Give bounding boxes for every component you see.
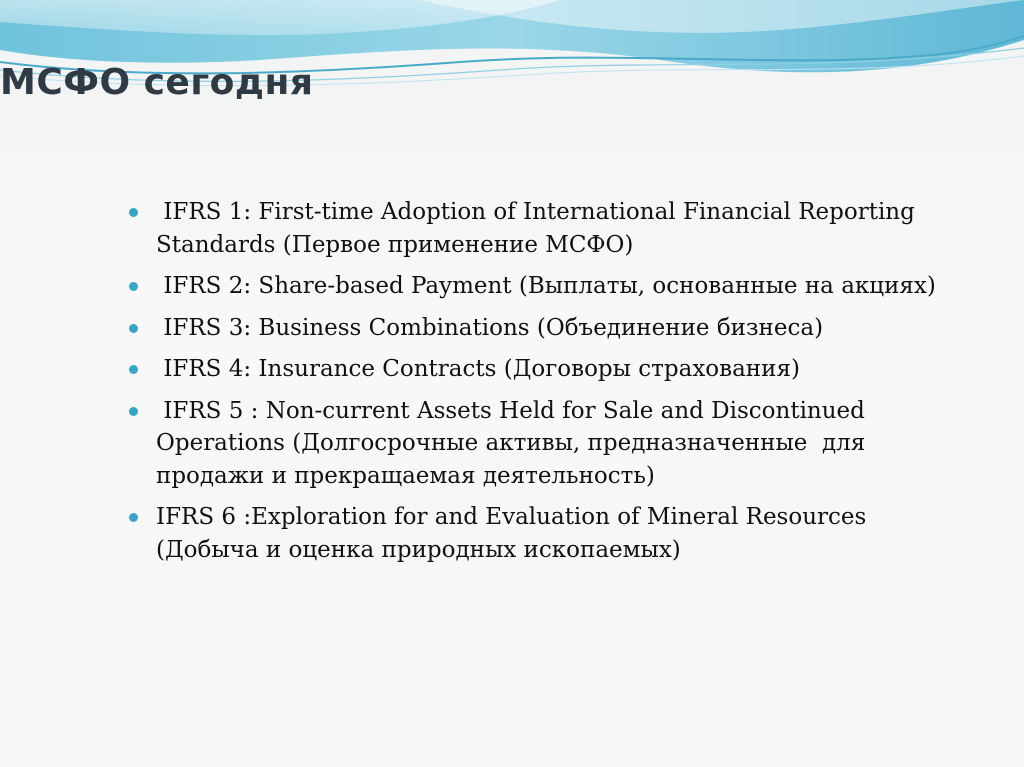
list-item (128, 353, 968, 386)
list-item-text: IFRS 3: Business Combinations (Объединение бизнеса) (156, 314, 824, 341)
list-item (128, 196, 968, 261)
page-title: МСФО сегодня (0, 62, 314, 103)
list-item (128, 395, 968, 493)
list-item-text: IFRS 1: First-time Adoption of International Financial Reporting Standards (Первое применение МСФО) (156, 199, 923, 258)
list-item-text: IFRS 5 : Non-current Assets Held for Sale and Discontinued Operations (Долгосрочные активы, предназначенные для продажи и прекращаемая деятельность) (156, 397, 873, 489)
list-item (128, 270, 968, 303)
list-item-text: IFRS 6 :Exploration for and Evaluation of Mineral Resources (Добыча и оценка природных ископаемых) (156, 504, 874, 563)
list-item-text: IFRS 2: Share-based Payment (Выплаты, основанные на акциях) (156, 273, 936, 299)
list-item-text: IFRS 4: Insurance Contracts (Договоры страхования) (156, 356, 800, 382)
bullet-icon (129, 365, 138, 374)
bullet-icon (129, 324, 138, 333)
bullet-icon (129, 282, 138, 291)
bullet-list (128, 196, 968, 575)
bullet-icon (129, 208, 138, 217)
bullet-icon (129, 407, 138, 416)
list-item (128, 312, 968, 345)
bullet-icon (129, 513, 138, 522)
list-item (128, 501, 968, 566)
